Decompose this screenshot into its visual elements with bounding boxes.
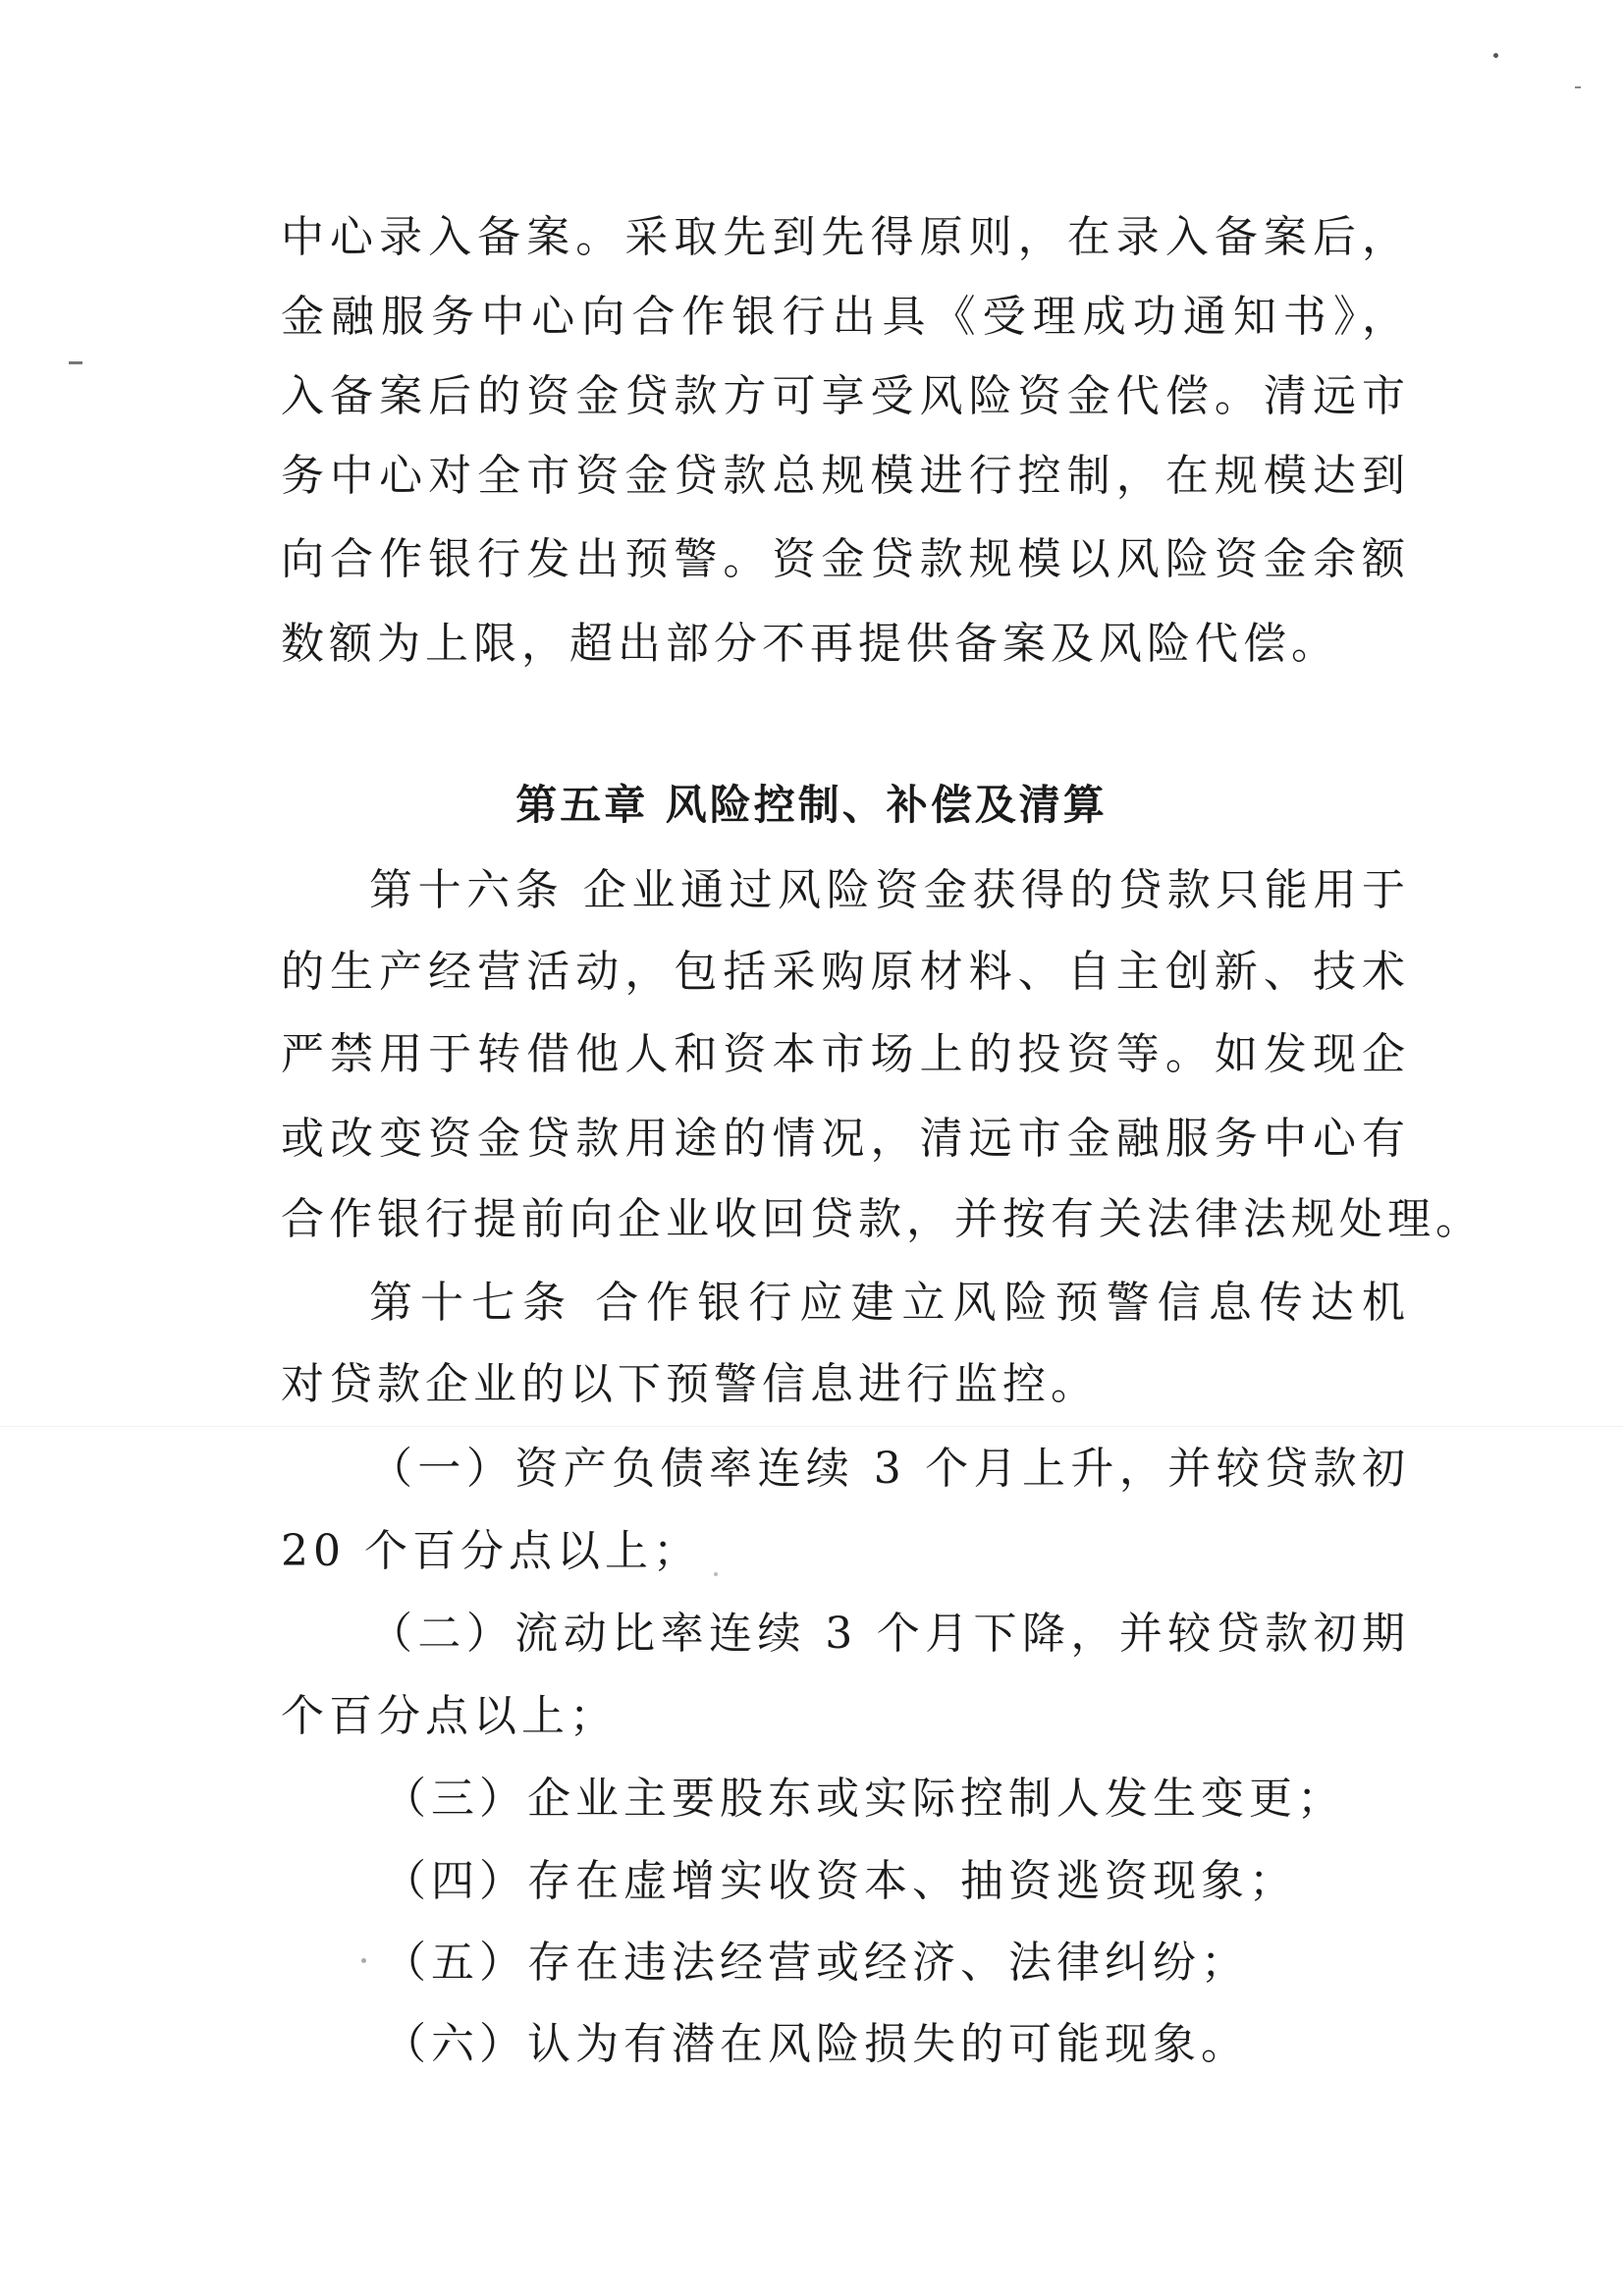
warning-item-continuation: 个百分点以上； — [281, 1691, 618, 1741]
warning-item: （五）存在违法经营或经济、法律纠纷； — [383, 1938, 1249, 1988]
article-16-line: 合作银行提前向企业收回贷款，并按有关法律法规处理。 — [281, 1194, 1484, 1244]
paragraph-line: 金融服务中心向合作银行出具《受理成功通知书》， — [281, 292, 1410, 342]
article-16-line: 或改变资金贷款用途的情况，清远市金融服务中心有 — [281, 1114, 1410, 1164]
warning-item-continuation: 20 个百分点以上； — [281, 1526, 701, 1576]
article-16-line: 第十六条 企业通过风险资金获得的贷款只能用于 — [369, 865, 1410, 915]
paragraph-line: 数额为上限，超出部分不再提供备案及风险代偿。 — [281, 619, 1339, 669]
warning-item: （一）资产负债率连续 3 个月上升，并较贷款初 — [369, 1444, 1410, 1494]
paragraph-line: 务中心对全市资金贷款总规模进行控制，在规模达到 — [281, 451, 1410, 501]
warning-item: （二）流动比率连续 3 个月下降，并较贷款初期 — [369, 1609, 1410, 1659]
scan-seam — [0, 1426, 1623, 1427]
chapter-heading: 第五章 风险控制、补偿及清算 — [515, 781, 1108, 829]
warning-item: （三）企业主要股东或实际控制人发生变更； — [383, 1774, 1345, 1824]
article-17-line: 第十七条 合作银行应建立风险预警信息传达机 — [369, 1278, 1410, 1328]
scan-speck — [1493, 53, 1498, 58]
scan-speck — [69, 361, 82, 364]
scan-speck — [1575, 86, 1581, 88]
warning-item: （六）认为有潜在风险损失的可能现象。 — [383, 2019, 1249, 2069]
article-17-line: 对贷款企业的以下预警信息进行监控。 — [281, 1359, 1099, 1409]
warning-item: （四）存在虚增实收资本、抽资逃资现象； — [383, 1856, 1297, 1906]
paragraph-line: 入备案后的资金贷款方可享受风险资金代偿。清远市 — [281, 371, 1410, 421]
article-16-line: 严禁用于转借他人和资本市场上的投资等。如发现企 — [281, 1029, 1410, 1079]
article-16-line: 的生产经营活动，包括采购原材料、自主创新、技术 — [281, 947, 1410, 997]
paragraph-line: 向合作银行发出预警。资金贷款规模以风险资金余额 — [281, 534, 1410, 584]
paragraph-line: 中心录入备案。采取先到先得原则，在录入备案后， — [281, 212, 1410, 262]
scan-speck — [361, 1958, 366, 1963]
